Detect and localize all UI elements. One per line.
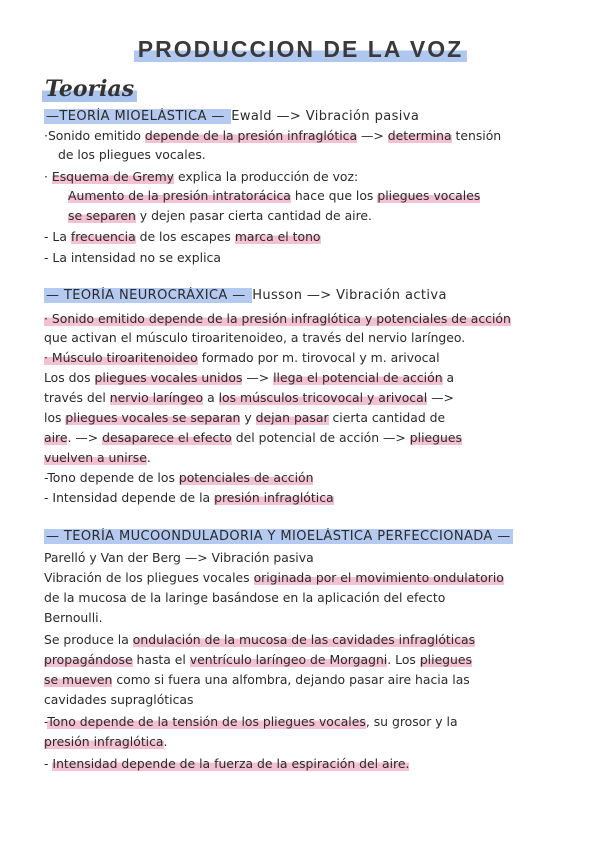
note-line bbox=[44, 449, 573, 466]
note-line bbox=[44, 349, 573, 366]
highlighted-text: pliegues bbox=[409, 430, 462, 445]
note-text: a bbox=[442, 370, 455, 385]
highlighted-text: se separen bbox=[68, 208, 136, 223]
note-line bbox=[44, 733, 573, 750]
highlighted-text: aire bbox=[44, 430, 68, 445]
note-text: - La intensidad no se explica bbox=[44, 250, 221, 265]
highlighted-text: los músculos tricovocal y arivocal bbox=[218, 390, 428, 405]
highlighted-text: Aumento de la presión intratorácica bbox=[68, 188, 291, 203]
note-text: hace que los bbox=[290, 188, 378, 203]
note-text: través del bbox=[44, 390, 110, 405]
highlighted-text: ondulación de la mucosa de las cavidades infraglóticas bbox=[132, 632, 476, 647]
note-text: cierta cantidad de bbox=[328, 410, 446, 425]
note-text: Bernoulli. bbox=[44, 610, 103, 625]
note-line bbox=[44, 549, 573, 566]
note-line bbox=[44, 631, 573, 648]
note-line bbox=[44, 489, 573, 506]
note-text: y bbox=[240, 410, 256, 425]
note-text: - Intensidad depende de la bbox=[44, 490, 215, 505]
note-line bbox=[44, 755, 573, 772]
note-text: · bbox=[44, 169, 52, 184]
note-text: - bbox=[44, 714, 48, 729]
note-text: de los escapes bbox=[135, 229, 235, 244]
highlighted-text: — TEORÍA MUCOONDULADORIA Y MIOELÁSTICA PERFECCIONADA — bbox=[46, 529, 511, 544]
highlighted-text: pliegues bbox=[419, 652, 472, 667]
note-line bbox=[44, 249, 573, 266]
note-line bbox=[44, 429, 573, 446]
note-text: Ewald —> Vibración pasiva bbox=[231, 109, 420, 124]
section-heading bbox=[44, 108, 573, 125]
note-text: . bbox=[163, 734, 168, 749]
note-line bbox=[44, 329, 573, 346]
note-line bbox=[44, 589, 573, 606]
highlighted-text: Intensidad depende de la fuerza de la espiración del aire. bbox=[52, 756, 410, 771]
highlighted-text: desaparece el efecto bbox=[102, 430, 232, 445]
note-text: del potencial de acción —> bbox=[231, 430, 410, 445]
note-text: de los pliegues vocales. bbox=[58, 147, 206, 162]
note-text: Husson —> Vibración activa bbox=[252, 288, 447, 303]
note-text: hasta el bbox=[132, 652, 190, 667]
note-line bbox=[44, 310, 573, 327]
note-line bbox=[44, 389, 573, 406]
note-line bbox=[44, 228, 573, 245]
note-text: . —> bbox=[67, 430, 103, 445]
highlighted-text: Esquema de Gremy bbox=[51, 169, 174, 184]
note-text: Se produce la bbox=[44, 632, 133, 647]
highlighted-text: presión infraglótica bbox=[44, 734, 164, 749]
note-text: formado por m. tirovocal y m. arivocal bbox=[197, 350, 440, 365]
highlighted-text: originada por el movimiento ondulatorio bbox=[253, 570, 504, 585]
section-label: Teorias bbox=[42, 76, 137, 102]
note-text: . Los bbox=[387, 652, 420, 667]
note-line bbox=[44, 671, 573, 688]
note-text: ·Sonido emitido bbox=[44, 128, 145, 143]
highlighted-text: —TEORÍA MIOELÁSTICA — bbox=[46, 109, 230, 124]
highlighted-text: se mueven bbox=[44, 672, 113, 687]
note-text: - La bbox=[44, 229, 71, 244]
note-line bbox=[44, 651, 573, 668]
highlighted-text: ventrículo laríngeo de Morgagni bbox=[189, 652, 388, 667]
note-text: cavidades supraglóticas bbox=[44, 692, 194, 707]
note-line bbox=[44, 369, 573, 386]
note-text: los bbox=[44, 410, 66, 425]
note-text: —> bbox=[427, 390, 454, 405]
page-title: PRODUCCION DE LA VOZ bbox=[0, 36, 601, 63]
note-line bbox=[44, 168, 573, 185]
highlighted-text: pliegues vocales bbox=[377, 188, 481, 203]
highlighted-text: propagándose bbox=[44, 652, 133, 667]
note-text: . bbox=[146, 450, 151, 465]
note-text: , su grosor y la bbox=[365, 714, 458, 729]
note-line bbox=[44, 713, 573, 730]
note-line bbox=[44, 127, 573, 144]
note-text: - bbox=[44, 756, 53, 771]
highlighted-text: nervio laríngeo bbox=[109, 390, 204, 405]
note-text: Los dos bbox=[44, 370, 95, 385]
section-heading bbox=[44, 287, 573, 304]
highlighted-text: dejan pasar bbox=[255, 410, 329, 425]
section-heading bbox=[44, 528, 573, 545]
note-text: Vibración de los pliegues vocales bbox=[44, 570, 254, 585]
note-line bbox=[44, 691, 573, 708]
highlighted-text: llega el potencial de acción bbox=[273, 370, 443, 385]
note-line bbox=[68, 187, 573, 204]
highlighted-text: — TEORÍA NEUROCRÁXICA — bbox=[46, 288, 251, 303]
highlighted-text: · Músculo tiroaritenoideo bbox=[44, 350, 198, 365]
note-line bbox=[44, 409, 573, 426]
note-line bbox=[58, 146, 573, 163]
note-line bbox=[44, 569, 573, 586]
note-text: —> bbox=[242, 370, 274, 385]
note-text: -Tono depende de los bbox=[44, 470, 179, 485]
note-text: que activan el músculo tiroaritenoideo, a través del nervio laríngeo. bbox=[44, 330, 466, 345]
note-line bbox=[44, 609, 573, 626]
note-text: Parelló y Van der Berg —> Vibración pasiva bbox=[44, 550, 314, 565]
note-text: explica la producción de voz: bbox=[174, 169, 359, 184]
highlighted-text: frecuencia bbox=[70, 229, 136, 244]
note-text: y dejen pasar cierta cantidad de aire. bbox=[135, 208, 372, 223]
note-line bbox=[44, 469, 573, 486]
note-text: como si fuera una alfombra, dejando pasar aire hacia las bbox=[112, 672, 470, 687]
note-line bbox=[68, 207, 573, 224]
note-text: tensión bbox=[451, 128, 502, 143]
highlighted-text: presión infraglótica bbox=[214, 490, 334, 505]
highlighted-text: pliegues vocales unidos bbox=[94, 370, 243, 385]
highlighted-text: pliegues vocales se separan bbox=[65, 410, 241, 425]
highlighted-text: · Sonido emitido depende de la presión infraglótica y potenciales de acción bbox=[44, 311, 511, 326]
highlighted-text: Tono depende de la tensión de los pliegues vocales bbox=[47, 714, 366, 729]
highlighted-text: marca el tono bbox=[234, 229, 321, 244]
highlighted-text: depende de la presión infraglótica bbox=[144, 128, 358, 143]
highlighted-text: potenciales de acción bbox=[178, 470, 314, 485]
note-text: —> bbox=[357, 128, 388, 143]
note-text: de la mucosa de la laringe basándose en la aplicación del efecto bbox=[44, 590, 446, 605]
note-text: a bbox=[203, 390, 219, 405]
highlighted-text: determina bbox=[387, 128, 452, 143]
highlighted-text: vuelven a unirse bbox=[44, 450, 147, 465]
